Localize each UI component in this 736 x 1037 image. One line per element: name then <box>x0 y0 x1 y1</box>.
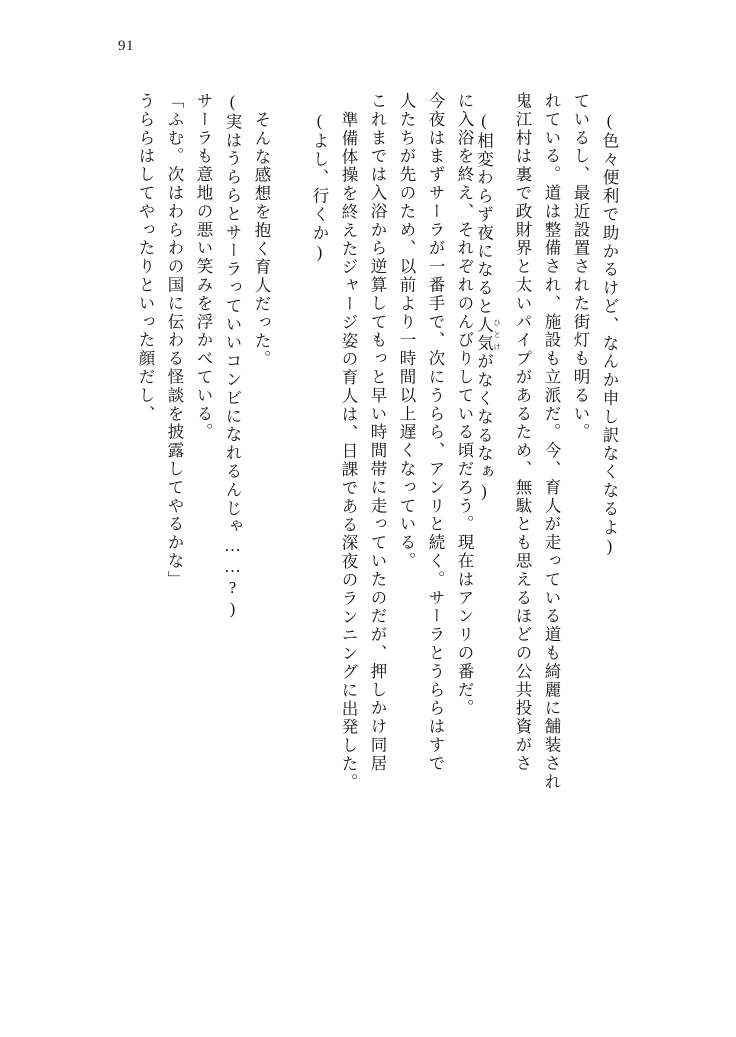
text-column: これまでは入浴から逆算してもっと早い時間帯に走っていたのだが、押しかけ同居 <box>368 92 387 773</box>
text-column: そんな感想を抱く育人だった。 <box>252 111 271 369</box>
text-column: (実はうららとサーラっていいコンビになれるんじゃ……?) <box>223 92 242 620</box>
text-column: (色々便利で助かるけど、なんか申し訳なくなるよ) <box>600 111 619 558</box>
text-column: 「ふむ。次はわらわの国に伝わる怪談を披露してやるかな」 <box>165 92 184 589</box>
page-number: 91 <box>118 38 134 54</box>
text-column: ているし、最近設置された街灯も明るい。 <box>571 92 590 442</box>
text-column: (よし、行くか) <box>310 111 329 264</box>
text-column: 鬼江村は裏で政財界と太いパイプがあるため、無駄とも思えるほどの公共投資がさ <box>513 92 532 773</box>
text-column: 人たちが先のため、以前より一時間以上遅くなっている。 <box>397 92 416 571</box>
text-column: (相変わらず夜になると人気 ひとけがなくなるなぁ) <box>474 111 502 503</box>
text-column: 今夜はまずサーラが一番手で、次にうらら、アンリと続く。サーラとうららはすで <box>426 92 445 773</box>
text-column: サーラも意地の悪い笑みを浮かべている。 <box>194 92 213 442</box>
ruby-annotation: 人気 ひとけ <box>474 315 502 353</box>
text-column: うららはしてやったりといった顔だし、 <box>136 92 155 424</box>
vertical-text-body <box>124 92 644 972</box>
text-column: 準備体操を終えたジャージ姿の育人は、日課である深夜のランニングに出発した。 <box>339 111 358 792</box>
text-column: れている。道は整備され、施設も立派だ。今、育人が走っている道も綺麗に舗装され <box>542 92 561 792</box>
text-column: に入浴を終え、それぞれのんびりしている頃だろう。現在はアンリの番だ。 <box>455 92 474 718</box>
text-column <box>269 92 298 972</box>
